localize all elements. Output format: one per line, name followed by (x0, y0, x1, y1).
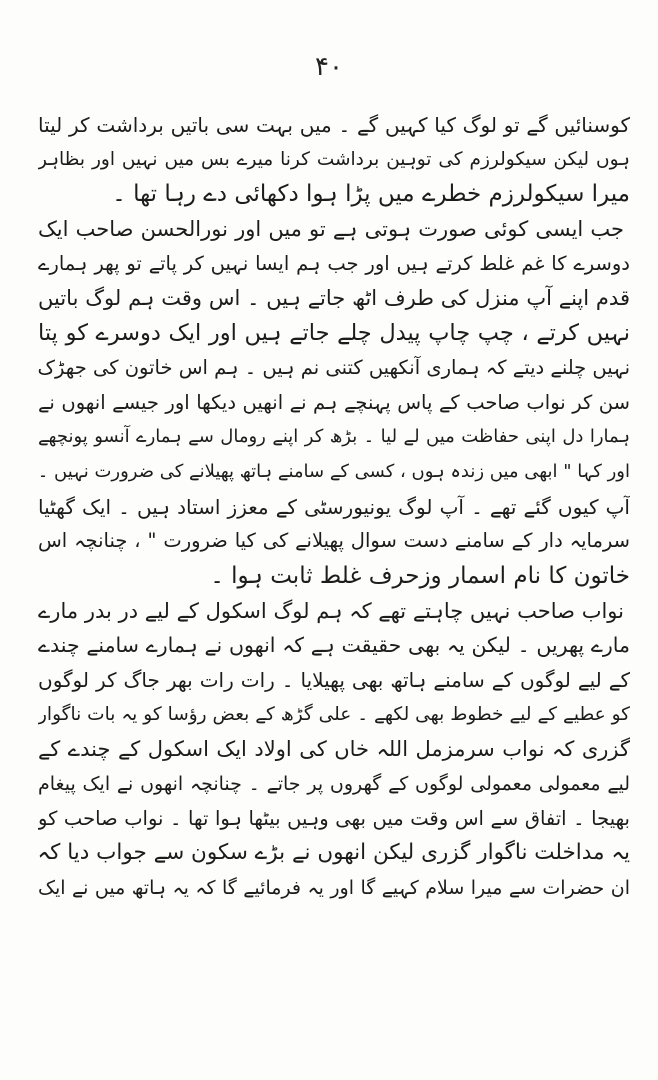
text-line: سن کر نواب صاحب کے پاس پہنچے ہم نے انھیں دیکھا اور جیسے انھوں نے (38, 390, 630, 414)
text-line: ہوں لیکن سیکولرزم کی توہین برداشت کرنا میرے بس میں نہیں اور بظاہر (38, 148, 630, 170)
text-line: یہ مداخلت ناگوار گزری لیکن انھوں نے بڑے سکون سے جواب دیا کہ (38, 840, 630, 866)
text-line: گزری کہ نواب سرمزمل اللہ خاں کی اولاد ایک اسکول کے چندے کے (38, 737, 630, 762)
text-line: ان حضرات سے میرا سلام کہیے گا اور یہ فرمائیے گا کہ یہ ہاتھ میں نے ایک (38, 877, 630, 900)
text-line: نہیں کرتے ، چپ چاپ پیدل چلے جاتے ہیں اور ایک دوسرے کو پتا (38, 320, 630, 347)
text-line: دوسرے کا غم غلط کرتے ہیں اور جب ہم ایسا نہیں کر پاتے تو پھر ہمارے (38, 251, 630, 275)
text-line: کوسنائیں گے تو لوگ کیا کہیں گے ۔ میں بہت سی باتیں برداشت کر لیتا (38, 113, 630, 137)
text-line: بھیجا ۔ اتفاق سے اس وقت میں بھی وہیں بیٹھا ہوا تھا ۔ نواب صاحب کو (38, 806, 630, 830)
text-line: سرمایہ دار کے سامنے دست سوال پھیلانے کی کیا ضرورت " ، چنانچہ اس (38, 529, 630, 553)
text-line: آپ کیوں گئے تھے ۔ آپ لوگ یونیورسٹی کے معزز استاد ہیں ۔ ایک گھٹیا (38, 494, 630, 519)
text-line: نواب صاحب نہیں چاہتے تھے کہ ہم لوگ اسکول کے لیے در بدر مارے (38, 598, 624, 623)
body-text (38, 108, 630, 906)
text-line: جب ایسی کوئی صورت ہوتی ہے تو میں اور نورالحسن صاحب ایک (38, 217, 624, 242)
text-line: کو عطیے کے لیے خطوط بھی لکھے ۔ علی گڑھ کے بعض رؤسا کو یہ بات ناگوار (38, 703, 630, 725)
text-line: کے لیے لوگوں کے سامنے ہاتھ بھی پھیلایا ۔ رات رات بھر جاگ کر لوگوں (38, 668, 630, 692)
text-line: میرا سیکولرزم خطرے میں پڑا ہوا دکھائی دے رہا تھا ۔ (112, 181, 630, 208)
text-line: اور کہا " ابھی میں زندہ ہوں ، کسی کے سامنے ہاتھ پھیلانے کی ضرورت نہیں ۔ (38, 460, 630, 482)
text-line: مارے پھریں ۔ لیکن یہ بھی حقیقت ہے کہ انھوں نے ہمارے سامنے چندے (38, 633, 630, 658)
text-line: ہمارا دل اپنی حفاظت میں لے لیا ۔ بڑھ کر اپنے رومال سے ہمارے آنسو پونچھے (38, 426, 630, 448)
text-line: نہیں چلنے دیتے کہ ہماری آنکھیں کتنی نم ہیں ۔ ہم اس خاتون کی جھڑک (38, 355, 630, 379)
text-line: قدم اپنے آپ منزل کی طرف اٹھ جاتے ہیں ۔ اس وقت ہم لوگ باتیں (38, 286, 630, 311)
page-number: ۴۰ (315, 52, 343, 82)
text-line: خاتون کا نام اسمار وزحرف غلط ثابت ہوا ۔ (210, 562, 630, 589)
text-line: لیے معمولی معمولی لوگوں کے گھروں پر جاتے ۔ چنانچہ انھوں نے ایک پیغام (38, 773, 630, 796)
